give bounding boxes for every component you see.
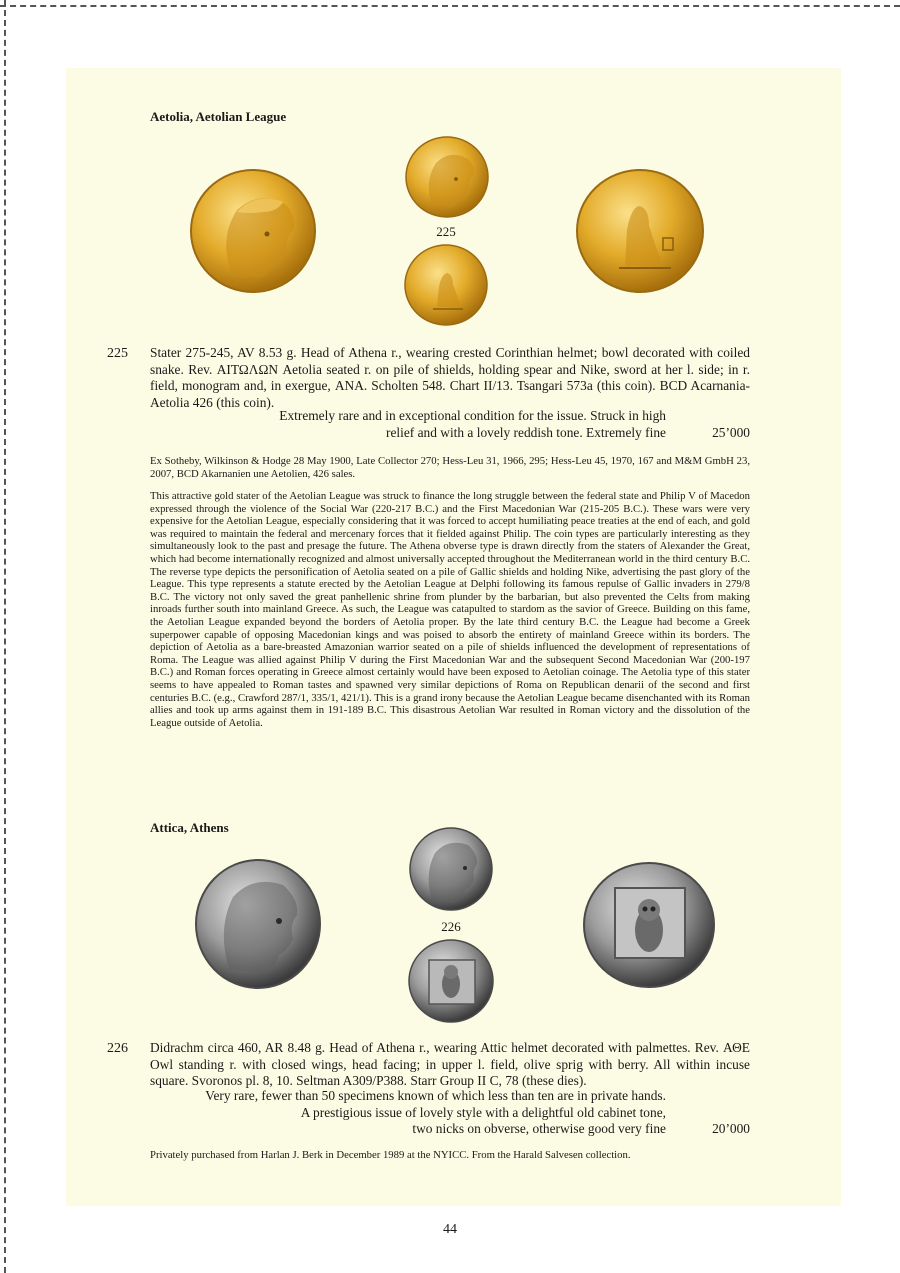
lot-226-condition-line-2: A prestigious issue of lovely style with a delightful old cabinet tone, bbox=[300, 1105, 666, 1120]
coin-225-reverse-large bbox=[575, 168, 705, 294]
coin-226-reverse-small bbox=[407, 938, 495, 1024]
lot-226-description: Didrachm circa 460, AR 8.48 g. Head of Athena r., wearing Attic helmet decorated with palmettes. Rev. ΑΘΕ Owl standing r. with closed wings, head facing; in upper l. field, olive sprig with berry. All within incuse square. Svoronos pl. 8, 10. Seltman A309/P388. Starr Group II C, 78 (these dies). bbox=[150, 1040, 750, 1088]
coin-226-obverse-small bbox=[408, 826, 494, 912]
coin-225-obverse-large bbox=[189, 168, 317, 294]
coin-226-label: 226 bbox=[441, 919, 461, 934]
lot-226-heading: Attica, Athens bbox=[150, 820, 229, 835]
coin-226-reverse-large bbox=[581, 860, 717, 990]
page-number: 44 bbox=[443, 1222, 457, 1237]
lot-225-commentary: This attractive gold stater of the Aetolian League was struck to finance the long struggle between the federal state and Philip V of Macedon expressed through the violence of the Social War (220-217 B.C.) and the First Macedonian War (215-205 B.C.). These wars were very expensive for the Aetolian League, especially considering that it was forced to accept humiliating peace treaties at the end of each, and gold was required to maintain the federal and mercenary forces that it fielded against Philip. The coin types are particularly interesting as they simultaneously look to the past and presage the future. The Athena obverse type is drawn directly from the staters of Alexander the Great, which had become internationally recognized and almost universally accepted throughout the Mediterranean world in the third century B.C. The reverse type depicts the personification of Aetolia seated on a pile of Gallic shields and holding Nike, advertising the past glory of the League. This type represents a statute erected by the Aetolian League at Delphi following its famous repulse of Gallic invaders in 279/8 B.C. The victory not only saved the great panhellenic shrine from plunder by the barbarian, but also prevented the Celts from making inroads further south into mainland Greece. As such, the League was catapulted to stardom as the savior of Greece. Building on this fame, the Aetolian League expanded beyond the borders of Aetolia proper. By the late third century B.C. the League had become a Greek superpower capable of opposing Macedonian kings and was poised to absorb the entirety of mainland Greece within its borders. The depiction of Aetolia as a bare-breasted Amazonian warrior seated on a pile of shields influenced the development of representations of Roma. The League was allied against Philip V during the First Macedonian War and the subsequent Second Macedonian War (200-197 B.C.) and Roman forces operating in Greece almost certainly would have been exposed to Aetolian coinage. The Aetolia type of this stater seems to have appealed to Roman tastes and spawned very similar depictions of Roma on Republican denarii of the second and first centuries B.C. (e.g., Crawford 287/1, 335/1, 421/1). This is a grand irony because the Aetolian League became disenchanted with its Roman allies and took up arms against them in 191-189 B.C. This disastrous Aetolian War resulted in Roman victory and the dissolution of the League outside of Aetolia. bbox=[150, 490, 750, 729]
coin-225-label: 225 bbox=[436, 224, 456, 239]
cut-line-top bbox=[0, 5, 900, 7]
lot-225-provenance: Ex Sotheby, Wilkinson & Hodge 28 May 1900, Late Collector 270; Hess-Leu 31, 1966, 295; Hess-Leu 45, 1970, 167 and M&M GmbH 23, 2007, BCD Akarnanien une Aetolien, 426 sales. bbox=[150, 455, 750, 480]
lot-225-price: 25’000 bbox=[712, 425, 750, 440]
lot-226-condition-line-1: Very rare, fewer than 50 specimens known of which less than ten are in private hands. bbox=[205, 1088, 666, 1103]
lot-225-condition-line-1: Extremely rare and in exceptional condition for the issue. Struck in high bbox=[279, 408, 666, 423]
lot-226-condition-line-3: two nicks on obverse, otherwise good very fine bbox=[412, 1121, 666, 1136]
lot-225-description: Stater 275-245, AV 8.53 g. Head of Athena r., wearing crested Corinthian helmet; bowl decorated with coiled snake. Rev. ΑΙΤΩΛΩΝ Aetolia seated r. on pile of shields, holding spear and Nike, sword at her l. side; in r. field, monogram and, in exergue, ΑΝΑ. Scholten 548. Chart II/13. Tsangari 573a (this coin). BCD Acarnania-Aetolia 426 (this coin). bbox=[150, 345, 750, 410]
lot-226-provenance: Privately purchased from Harlan J. Berk in December 1989 at the NYICC. From the Harald Salvesen collection. bbox=[150, 1149, 631, 1161]
lot-225-condition-line-2: relief and with a lovely reddish tone. Extremely fine bbox=[386, 425, 666, 440]
lot-226-price: 20’000 bbox=[712, 1121, 750, 1136]
cut-line-left bbox=[4, 0, 6, 1273]
coin-225-reverse-small bbox=[403, 243, 489, 327]
lot-226-number: 226 bbox=[107, 1041, 128, 1056]
lot-225-number: 225 bbox=[107, 346, 128, 361]
coin-226-obverse-large bbox=[193, 857, 323, 991]
coin-225-obverse-small bbox=[404, 135, 490, 219]
lot-225-heading: Aetolia, Aetolian League bbox=[150, 109, 287, 124]
